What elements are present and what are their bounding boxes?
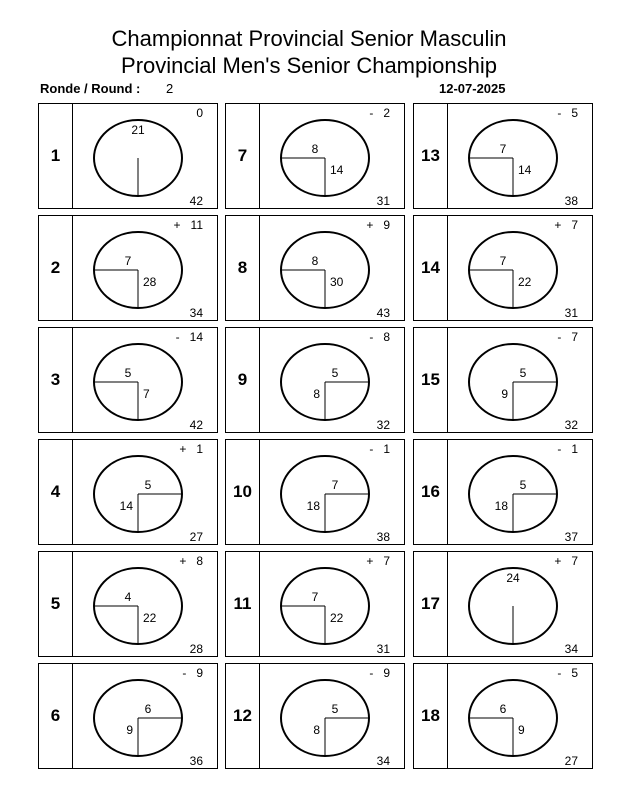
board-diagram (226, 328, 404, 432)
left-value: 14 (119, 499, 133, 513)
handicap-value: - 2 (369, 106, 390, 120)
handicap-value: + 1 (179, 442, 203, 456)
total-value: 38 (564, 194, 578, 208)
round-number: 2 (166, 81, 174, 96)
top-value: 5 (519, 366, 527, 380)
right-value: 28 (143, 275, 157, 289)
board-7 (225, 103, 405, 209)
top-value: 7 (499, 254, 507, 268)
title-english: Provincial Men's Senior Championship (121, 53, 497, 78)
handicap-value: - 5 (557, 106, 578, 120)
total-value: 32 (564, 418, 578, 432)
board-number: 9 (226, 328, 260, 432)
board-number: 1 (39, 104, 73, 208)
handicap-value: - 1 (557, 442, 578, 456)
title-french: Championnat Provincial Senior Masculin (111, 26, 507, 51)
board-diagram (414, 216, 592, 320)
handicap-value: - 8 (369, 330, 390, 344)
board-number: 8 (226, 216, 260, 320)
handicap-value: - 7 (557, 330, 578, 344)
board-diagram (226, 552, 404, 656)
board-diagram (226, 216, 404, 320)
top-value: 5 (124, 366, 132, 380)
total-value: 42 (189, 194, 203, 208)
board-number: 11 (226, 552, 260, 656)
board-diagram (226, 664, 404, 768)
board-diagram (226, 440, 404, 544)
right-value: 22 (518, 275, 532, 289)
total-value: 37 (564, 530, 578, 544)
board-diagram (39, 104, 217, 208)
handicap-value: - 1 (369, 442, 390, 456)
round-label: Ronde / Round : (40, 81, 141, 96)
top-value: 4 (124, 590, 132, 604)
top-value: 5 (519, 478, 527, 492)
right-value: 14 (330, 163, 344, 177)
board-number: 18 (414, 664, 448, 768)
board-10 (225, 439, 405, 545)
top-value: 24 (506, 571, 520, 585)
handicap-value: + 7 (554, 554, 578, 568)
top-value: 8 (311, 254, 319, 268)
right-value: 7 (143, 387, 150, 401)
left-value: 9 (126, 723, 133, 737)
total-value: 34 (564, 642, 578, 656)
board-number: 17 (414, 552, 448, 656)
handicap-value: + 8 (179, 554, 203, 568)
board-number: 12 (226, 664, 260, 768)
board-14 (413, 215, 593, 321)
board-1 (38, 103, 218, 209)
board-11 (225, 551, 405, 657)
board-8 (225, 215, 405, 321)
board-4 (38, 439, 218, 545)
board-diagram (414, 664, 592, 768)
board-2 (38, 215, 218, 321)
right-value: 22 (330, 611, 344, 625)
top-value: 5 (144, 478, 152, 492)
handicap-value: + 7 (554, 218, 578, 232)
right-value: 14 (518, 163, 532, 177)
total-value: 36 (189, 754, 203, 768)
total-value: 31 (376, 194, 390, 208)
handicap-value: 0 (196, 106, 203, 120)
board-diagram (39, 664, 217, 768)
top-value: 21 (131, 123, 145, 137)
board-diagram (39, 552, 217, 656)
left-value: 8 (313, 723, 320, 737)
board-number: 10 (226, 440, 260, 544)
handicap-value: - 9 (369, 666, 390, 680)
board-16 (413, 439, 593, 545)
total-value: 34 (189, 306, 203, 320)
left-value: 9 (501, 387, 508, 401)
right-value: 30 (330, 275, 344, 289)
board-number: 6 (39, 664, 73, 768)
left-value: 18 (306, 499, 320, 513)
top-value: 6 (144, 702, 152, 716)
board-number: 2 (39, 216, 73, 320)
total-value: 34 (376, 754, 390, 768)
board-6 (38, 663, 218, 769)
top-value: 7 (331, 478, 339, 492)
handicap-value: - 9 (182, 666, 203, 680)
board-diagram (39, 328, 217, 432)
handicap-value: - 14 (175, 330, 203, 344)
board-diagram (39, 440, 217, 544)
board-diagram (39, 216, 217, 320)
total-value: 27 (189, 530, 203, 544)
board-13 (413, 103, 593, 209)
board-3 (38, 327, 218, 433)
board-number: 5 (39, 552, 73, 656)
top-value: 5 (331, 702, 339, 716)
board-number: 4 (39, 440, 73, 544)
board-15 (413, 327, 593, 433)
board-diagram (226, 104, 404, 208)
board-number: 14 (414, 216, 448, 320)
board-number: 3 (39, 328, 73, 432)
left-value: 18 (494, 499, 508, 513)
total-value: 32 (376, 418, 390, 432)
top-value: 8 (311, 142, 319, 156)
board-12 (225, 663, 405, 769)
top-value: 7 (499, 142, 507, 156)
handicap-value: + 7 (366, 554, 390, 568)
total-value: 27 (564, 754, 578, 768)
right-value: 22 (143, 611, 157, 625)
total-value: 43 (376, 306, 390, 320)
handicap-value: - 5 (557, 666, 578, 680)
board-5 (38, 551, 218, 657)
board-number: 15 (414, 328, 448, 432)
total-value: 31 (564, 306, 578, 320)
date: 12-07-2025 (439, 81, 506, 96)
total-value: 28 (189, 642, 203, 656)
board-diagram (414, 552, 592, 656)
left-value: 8 (313, 387, 320, 401)
board-number: 16 (414, 440, 448, 544)
handicap-value: + 11 (173, 218, 203, 232)
top-value: 5 (331, 366, 339, 380)
total-value: 38 (376, 530, 390, 544)
board-diagram (414, 440, 592, 544)
total-value: 31 (376, 642, 390, 656)
board-number: 7 (226, 104, 260, 208)
board-18 (413, 663, 593, 769)
board-diagram (414, 328, 592, 432)
top-value: 6 (499, 702, 507, 716)
board-9 (225, 327, 405, 433)
handicap-value: + 9 (366, 218, 390, 232)
board-17 (413, 551, 593, 657)
right-value: 9 (518, 723, 525, 737)
board-number: 13 (414, 104, 448, 208)
top-value: 7 (124, 254, 132, 268)
total-value: 42 (189, 418, 203, 432)
board-diagram (414, 104, 592, 208)
top-value: 7 (311, 590, 319, 604)
